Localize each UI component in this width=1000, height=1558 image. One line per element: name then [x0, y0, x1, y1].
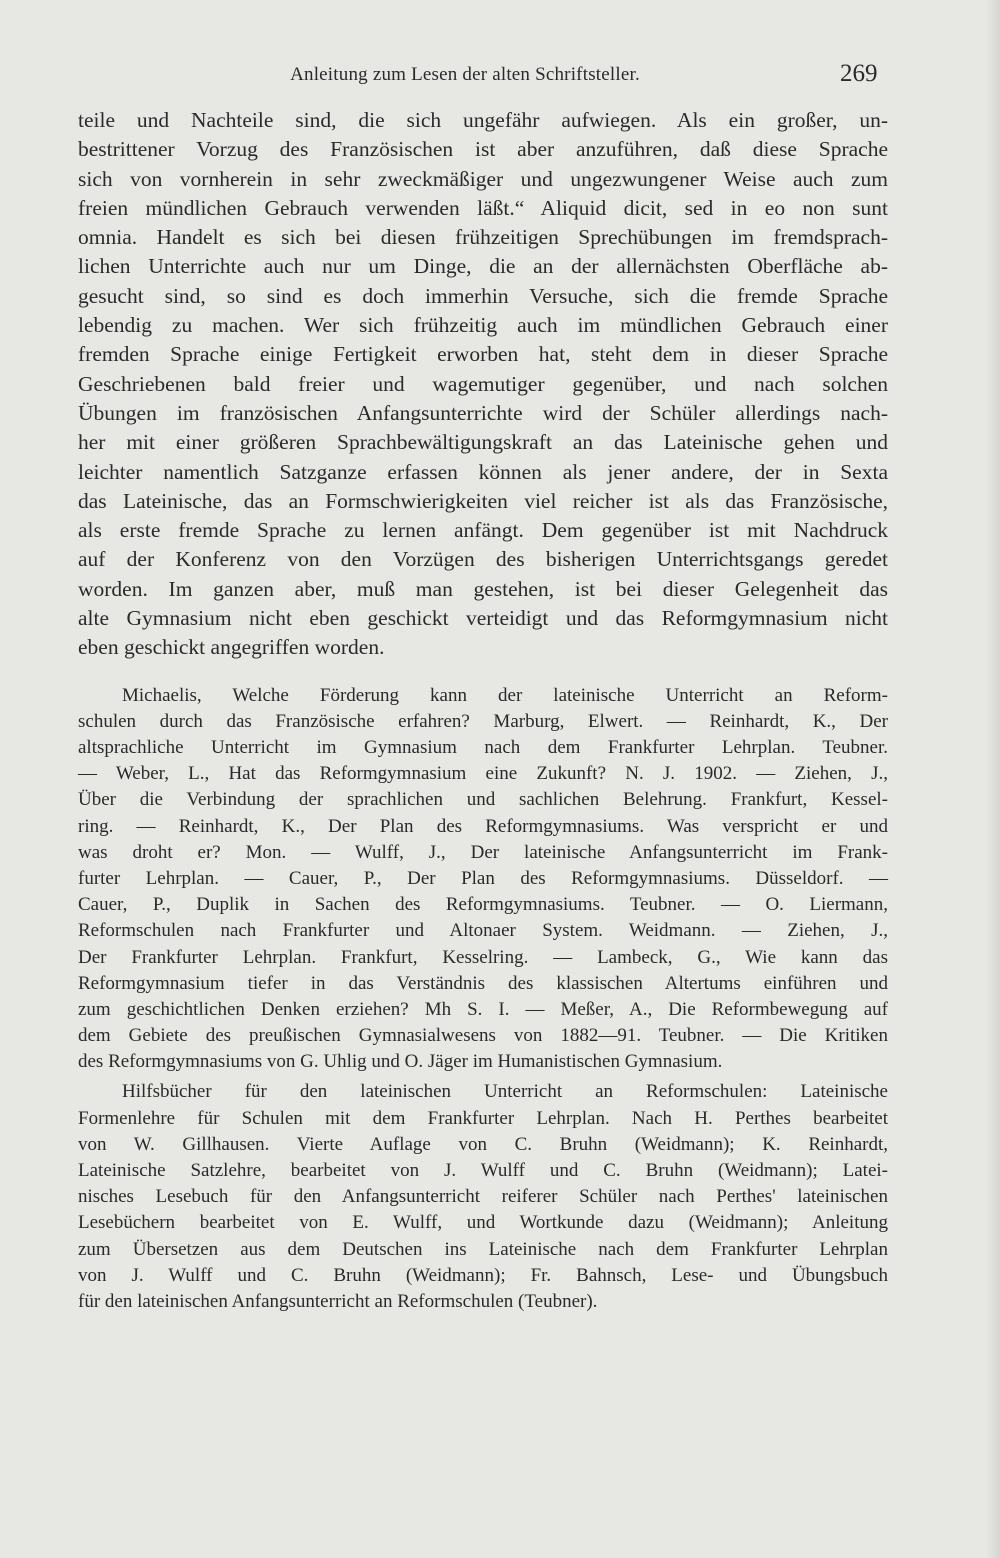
text-line: teile und Nachteile sind, die sich ungefähr aufwiegen. Als ein großer, un- [78, 108, 888, 132]
text-line: leichter namentlich Satzganze erfassen können als jener andere, der in Sexta [78, 459, 888, 484]
bibliography-line: Reformgymnasium tiefer in das Verständnis des klassischen Altertums einführen und [78, 972, 888, 994]
bibliography-line: von J. Wulff und C. Bruhn (Weidmann); Fr. Bahnsch, Lese- und Übungsbuch [78, 1264, 888, 1286]
bibliography-line: zum Übersetzen aus dem Deutschen ins Lateinische nach dem Frankfurter Lehrplan [78, 1238, 888, 1260]
text-line: omnia. Handelt es sich bei diesen frühzeitigen Sprechübungen im fremdsprach- [78, 225, 888, 250]
running-head [0, 60, 1000, 94]
bibliography-line: zum geschichtlichen Denken erziehen? Mh S. I. — Meßer, A., Die Reformbewegung auf [78, 998, 888, 1020]
bibliography-line: für den lateinischen Anfangsunterricht an Reformschulen (Teubner). [78, 1290, 598, 1312]
text-line: sich von vornherein in sehr zweckmäßiger und ungezwungener Weise auch zum [78, 166, 888, 191]
bibliography-line: nisches Lesebuch für den Anfangsunterricht reiferer Schüler nach Perthes' lateinischen [78, 1186, 888, 1208]
page-body [78, 106, 888, 1315]
bibliography-line: ring. — Reinhardt, K., Der Plan des Reformgymnasiums. Was verspricht er und [78, 815, 888, 837]
page-number: 269 [840, 60, 878, 87]
main-paragraph [78, 106, 888, 663]
text-line: bestrittener Vorzug des Französischen ist aber anzuführen, daß diese Sprache [78, 137, 888, 162]
text-line: auf der Konferenz von den Vorzügen des bisherigen Unterrichtsgangs geredet [78, 547, 888, 572]
textbook-paragraph [78, 1079, 888, 1315]
text-line: Übungen im französischen Anfangsunterrichte wird der Schüler allerdings nach- [78, 400, 888, 425]
bibliography-line: Formenlehre für Schulen mit dem Frankfurter Lehrplan. Nach H. Perthes bearbeitet [78, 1107, 888, 1129]
bibliography-line: was droht er? Mon. — Wulff, J., Der lateinische Anfangsunterricht im Frank- [78, 841, 888, 863]
bibliography-line: des Reformgymnasiums von G. Uhlig und O. Jäger im Humanistischen Gymnasium. [78, 1051, 723, 1073]
bibliography-line: furter Lehrplan. — Cauer, P., Der Plan des Reformgymnasiums. Düsseldorf. — [78, 867, 888, 889]
text-line: eben geschickt angegriffen worden. [78, 635, 385, 660]
text-line: alte Gymnasium nicht eben geschickt verteidigt und das Reformgymnasium nicht [78, 606, 888, 631]
bibliography-line: Hilfsbücher für den lateinischen Unterricht an Reformschulen: Lateinische [122, 1081, 888, 1103]
text-line: das Lateinische, das an Formschwierigkeiten viel reicher ist als das Französische, [78, 488, 888, 513]
bibliography-line: Der Frankfurter Lehrplan. Frankfurt, Kesselring. — Lambeck, G., Wie kann das [78, 946, 888, 968]
text-line: Geschriebenen bald freier und wagemutiger gegenüber, und nach solchen [78, 371, 888, 396]
text-line: her mit einer größeren Sprachbewältigungskraft an das Lateinische gehen und [78, 430, 888, 455]
text-line: lebendig zu machen. Wer sich frühzeitig auch im mündlichen Gebrauch einer [78, 313, 888, 338]
bibliography-line: dem Gebiete des preußischen Gymnasialwesens von 1882—91. Teubner. — Die Kritiken [78, 1025, 888, 1047]
running-title: Anleitung zum Lesen der alten Schriftsteller. [290, 64, 640, 85]
bibliography-line: Über die Verbindung der sprachlichen und sachlichen Belehrung. Frankfurt, Kessel- [78, 789, 888, 811]
text-line: freien mündlichen Gebrauch verwenden läßt.“ Aliquid dicit, sed in eo non sunt [78, 195, 888, 220]
bibliography-line: von W. Gillhausen. Vierte Auflage von C. Bruhn (Weidmann); K. Reinhardt, [78, 1133, 888, 1155]
text-line: fremden Sprache einige Fertigkeit erworben hat, steht dem in dieser Sprache [78, 342, 888, 367]
bibliography-line: schulen durch das Französische erfahren? Marburg, Elwert. — Reinhardt, K., Der [78, 710, 888, 732]
paragraph-gap [78, 663, 888, 683]
text-line: als erste fremde Sprache zu lernen anfängt. Dem gegenüber ist mit Nachdruck [78, 518, 888, 543]
page-edge-shadow [986, 0, 1000, 1558]
bibliography-line: Reformschulen nach Frankfurter und Altonaer System. Weidmann. — Ziehen, J., [78, 920, 888, 942]
bibliography-line: — Weber, L., Hat das Reformgymnasium eine Zukunft? N. J. 1902. — Ziehen, J., [78, 763, 888, 785]
bibliography-line: altsprachliche Unterricht im Gymnasium nach dem Frankfurter Lehrplan. Teubner. [78, 737, 888, 759]
bibliography-paragraph [78, 683, 888, 1076]
bibliography-line: Michaelis, Welche Förderung kann der lateinische Unterricht an Reform- [122, 684, 888, 706]
text-line: gesucht sind, so sind es doch immerhin Versuche, sich die fremde Sprache [78, 283, 888, 308]
text-line: lichen Unterrichte auch nur um Dinge, die an der allernächsten Oberfläche ab- [78, 254, 888, 279]
text-line: worden. Im ganzen aber, muß man gestehen, ist bei dieser Gelegenheit das [78, 576, 888, 601]
bibliography-line: Lateinische Satzlehre, bearbeitet von J. Wulff und C. Bruhn (Weidmann); Latei- [78, 1160, 888, 1182]
bibliography-line: Cauer, P., Duplik in Sachen des Reformgymnasiums. Teubner. — O. Liermann, [78, 894, 888, 916]
bibliography-line: Lesebüchern bearbeitet von E. Wulff, und Wortkunde dazu (Weidmann); Anleitung [78, 1212, 888, 1234]
